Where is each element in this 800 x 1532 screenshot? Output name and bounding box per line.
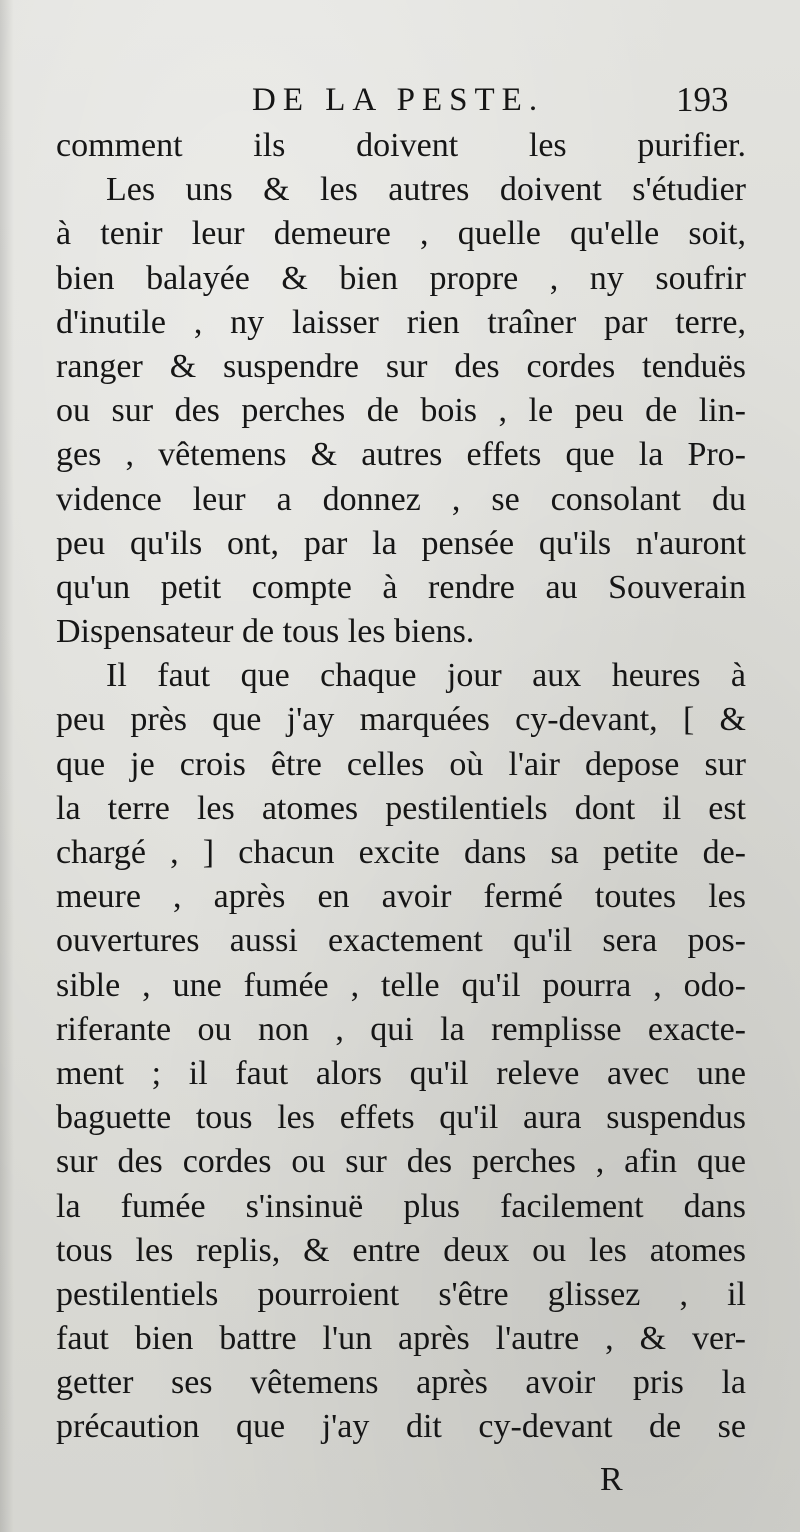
text-line: baguette tous les effets qu'il aura suspendus	[56, 1099, 746, 1137]
text-line: chargé , ] chacun excite dans sa petite de-	[56, 834, 746, 871]
text-line: sible , une fumée , telle qu'il pourra , odo-	[56, 966, 746, 1004]
body-text	[56, 124, 746, 1474]
page-number: 193	[676, 80, 729, 119]
text-line: ges , vêtemens & autres effets que la Pro-	[56, 436, 746, 474]
text-line: Dispensateur de tous les biens.	[56, 613, 475, 651]
text-line: ment ; il faut alors qu'il releve avec une	[56, 1054, 746, 1092]
text-line: la terre les atomes pestilentiels dont il est	[56, 789, 746, 827]
text-line: à tenir leur demeure , quelle qu'elle soit,	[56, 215, 746, 253]
text-line: que je crois être celles où l'air depose sur	[56, 745, 746, 783]
text-line: d'inutile , ny laisser rien traîner par terre,	[56, 303, 746, 341]
text-line: peu près que j'ay marquées cy-devant, [ &	[56, 701, 746, 739]
text-line: ou sur des perches de bois , le peu de lin-	[56, 392, 746, 430]
text-line: la fumée s'insinuë plus facilement dans	[56, 1187, 746, 1225]
text-line: ranger & suspendre sur des cordes tenduës	[56, 347, 746, 385]
text-line: Les uns & les autres doivent s'étudier	[106, 171, 746, 209]
text-line: peu qu'ils ont, par la pensée qu'ils n'auront	[56, 524, 746, 562]
text-line: Il faut que chaque jour aux heures à	[106, 657, 746, 695]
text-line: ouvertures aussi exactement qu'il sera pos-	[56, 922, 746, 960]
text-line: sur des cordes ou sur des perches , afin que	[56, 1143, 746, 1181]
page-edge-shadow	[0, 0, 14, 1532]
text-line: comment ils doivent les purifier.	[56, 127, 746, 164]
text-line: meure , après en avoir fermé toutes les	[56, 878, 746, 916]
catchword: R	[600, 1461, 623, 1498]
text-line: qu'un petit compte à rendre au Souverain	[56, 568, 746, 606]
text-line: bien balayée & bien propre , ny soufrir	[56, 259, 746, 297]
text-line: riferante ou non , qui la remplisse exacte-	[56, 1010, 746, 1048]
text-line: faut bien battre l'un après l'autre , & ver-	[56, 1320, 746, 1358]
text-line: tous les replis, & entre deux ou les atomes	[56, 1231, 746, 1269]
text-line: getter ses vêtemens après avoir pris la	[56, 1364, 746, 1402]
running-head: DE LA PESTE.	[252, 82, 545, 118]
text-line: précaution que j'ay dit cy-devant de se	[56, 1408, 746, 1446]
text-line: vidence leur a donnez , se consolant du	[56, 480, 746, 518]
text-line: pestilentiels pourroient s'être glissez , il	[56, 1275, 746, 1313]
